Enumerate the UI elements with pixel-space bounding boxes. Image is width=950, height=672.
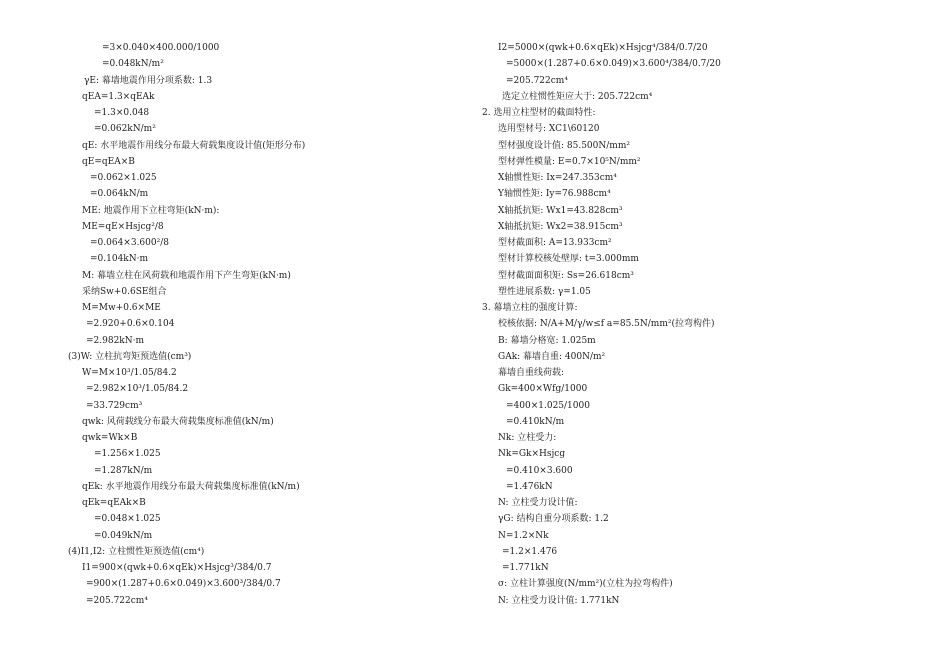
text-line: [64, 203, 464, 219]
line-text: Gk=400×Wfg/1000: [498, 384, 588, 395]
line-text: 2. 选用立柱型材的截面特性:: [482, 108, 596, 118]
text-line: [478, 495, 918, 511]
line-text: =0.410×3.600: [506, 465, 573, 476]
text-line: [478, 121, 918, 137]
line-text: (4)I1,I2: 立柱惯性矩预选值(cm⁴): [68, 546, 205, 557]
text-line: [64, 105, 464, 121]
line-text: =2.982×10³/1.05/84.2: [86, 384, 189, 395]
text-line: [64, 186, 464, 202]
text-line: [64, 495, 464, 511]
line-text: =0.064×3.600²/8: [90, 238, 169, 248]
text-line: [478, 544, 918, 560]
line-text: X轴抵抗矩: Wx1=43.828cm³: [498, 205, 623, 216]
line-text: =0.062×1.025: [90, 173, 157, 183]
line-text: =1.2×1.476: [502, 546, 558, 557]
line-text: qwk=Wk×B: [82, 433, 138, 443]
line-text: W=M×10³/1.05/84.2: [82, 368, 177, 378]
line-text: 型材弹性模量: E=0.7×10⁵N/mm²: [498, 156, 641, 167]
text-line: [478, 268, 918, 284]
text-line: [64, 560, 464, 576]
line-text: N: 立柱受力设计值:: [498, 498, 578, 508]
text-line: [64, 430, 464, 446]
line-text: =1.771kN: [502, 563, 549, 573]
line-text: =205.722cm⁴: [506, 75, 568, 86]
line-text: ME: 地震作用下立柱弯矩(kN·m):: [82, 205, 220, 216]
line-text: qE=qEA×B: [82, 156, 135, 167]
text-line: [64, 154, 464, 170]
line-text: =2.920+0.6×0.104: [86, 319, 175, 330]
text-line: [64, 251, 464, 267]
line-text: M=Mw+0.6×ME: [82, 303, 161, 313]
left-text-column: [64, 40, 464, 609]
text-line: [478, 398, 918, 414]
line-text: =900×(1.287+0.6×0.049)×3.600³/384/0.7: [86, 579, 281, 590]
text-line: [478, 203, 918, 219]
text-line: [64, 544, 464, 560]
text-line: [478, 235, 918, 251]
text-line: [478, 446, 918, 462]
line-text: GAk: 幕墙自重: 400N/m²: [498, 351, 606, 362]
text-line: [64, 398, 464, 414]
line-text: =3×0.040×400.000/1000: [102, 43, 220, 53]
text-line: [64, 593, 464, 609]
line-text: qE: 水平地震作用线分布最大荷载集度设计值(矩形分布): [82, 140, 306, 151]
text-line: [64, 235, 464, 251]
text-line: [64, 381, 464, 397]
text-line: [478, 365, 918, 381]
line-text: Nk=Gk×Hsjcg: [498, 449, 566, 460]
text-line: [478, 138, 918, 154]
line-text: qEA=1.3×qEAk: [82, 91, 155, 102]
line-text: =400×1.025/1000: [506, 400, 590, 411]
line-text: =1.3×0.048: [94, 108, 150, 118]
line-text: =0.104kN·m: [90, 254, 149, 265]
text-line: [64, 576, 464, 592]
line-text: qwk: 风荷载线分布最大荷载集度标准值(kN/m): [82, 416, 274, 427]
line-text: 型材截面面积矩: Ss=26.618cm³: [498, 270, 634, 281]
text-line: [478, 105, 918, 121]
line-text: 选用型材号: XC1\60120: [498, 124, 600, 135]
text-line: [64, 479, 464, 495]
text-line: [478, 333, 918, 349]
line-text: N=1.2×Nk: [498, 530, 549, 541]
text-line: [478, 73, 918, 89]
text-line: [478, 414, 918, 430]
line-text: M: 幕墙立柱在风荷载和地震作用下产生弯矩(kN·m): [82, 270, 291, 281]
text-line: [64, 316, 464, 332]
text-line: [478, 593, 918, 609]
line-text: 幕墙自重线荷载:: [498, 368, 565, 378]
right-text-column: [478, 40, 918, 609]
line-text: 型材截面积: A=13.933cm²: [498, 238, 612, 248]
line-text: =205.722cm⁴: [86, 595, 148, 606]
text-line: [478, 576, 918, 592]
text-line: [64, 511, 464, 527]
text-line: [478, 219, 918, 235]
line-text: X轴抵抗矩: Wx2=38.915cm³: [498, 221, 623, 232]
text-line: [478, 479, 918, 495]
text-line: [478, 186, 918, 202]
line-text: =1.287kN/m: [94, 465, 153, 476]
text-line: [478, 560, 918, 576]
text-line: [478, 316, 918, 332]
line-text: =2.982kN·m: [86, 335, 145, 346]
text-line: [64, 121, 464, 137]
text-line: [478, 89, 918, 105]
line-text: 型材强度设计值: 85.500N/mm²: [498, 140, 630, 151]
text-line: [64, 365, 464, 381]
line-text: γG: 结构自重分项系数: 1.2: [498, 514, 609, 525]
line-text: =1.256×1.025: [94, 449, 161, 460]
line-text: X轴惯性矩: Ix=247.353cm⁴: [498, 173, 617, 183]
text-line: [478, 349, 918, 365]
line-text: =0.049kN/m: [94, 530, 153, 541]
text-line: [64, 528, 464, 544]
line-text: =0.062kN/m²: [94, 124, 156, 135]
text-line: [64, 333, 464, 349]
line-text: 选定立柱惯性矩应大于: 205.722cm⁴: [502, 91, 653, 102]
text-line: [478, 463, 918, 479]
text-line: [478, 154, 918, 170]
text-line: [64, 219, 464, 235]
line-text: =0.048kN/m²: [102, 59, 164, 70]
text-line: [64, 40, 464, 56]
line-text: qEk=qEAk×B: [82, 498, 146, 508]
line-text: I1=900×(qwk+0.6×qEk)×Hsjcg³/384/0.7: [82, 563, 272, 573]
line-text: Y轴惯性矩: Iy=76.988cm⁴: [498, 189, 611, 200]
text-line: [64, 56, 464, 72]
text-line: [64, 89, 464, 105]
line-text: =1.476kN: [506, 481, 553, 492]
text-line: [64, 414, 464, 430]
text-line: [64, 284, 464, 300]
line-text: σ: 立柱计算强度(N/mm²)(立柱为拉弯构件): [498, 579, 673, 590]
line-text: 塑性进展系数: γ=1.05: [498, 286, 591, 297]
line-text: =5000×(1.287+0.6×0.049)×3.600⁴/384/0.7/20: [506, 59, 721, 70]
line-text: 校核依据: N/A+M/γ/w≤f a=85.5N/mm²(拉弯构件): [498, 319, 715, 330]
line-text: qEk: 水平地震作用线分布最大荷载集度标准值(kN/m): [82, 481, 300, 492]
text-line: [478, 430, 918, 446]
line-text: N: 立柱受力设计值: 1.771kN: [498, 595, 620, 606]
line-text: (3)W: 立柱抗弯矩预选值(cm³): [68, 351, 192, 362]
text-line: [64, 300, 464, 316]
line-text: γE: 幕墙地震作用分项系数: 1.3: [84, 75, 213, 86]
line-text: =33.729cm³: [86, 400, 143, 411]
text-line: [64, 138, 464, 154]
line-text: =0.410kN/m: [506, 416, 565, 427]
text-line: [478, 284, 918, 300]
text-line: [478, 381, 918, 397]
text-line: [478, 300, 918, 316]
text-line: [64, 446, 464, 462]
line-text: Nk: 立柱受力:: [498, 433, 557, 443]
text-line: [478, 170, 918, 186]
text-line: [64, 268, 464, 284]
line-text: B: 幕墙分格宽: 1.025m: [498, 335, 596, 346]
line-text: =0.064kN/m: [90, 189, 149, 200]
text-line: [64, 463, 464, 479]
line-text: ME=qE×Hsjcg²/8: [82, 221, 164, 232]
line-text: 采纳Sw+0.6SE组合: [82, 286, 167, 297]
text-line: [64, 349, 464, 365]
text-line: [478, 56, 918, 72]
line-text: 型材计算校核处壁厚: t=3.000mm: [498, 254, 639, 265]
line-text: I2=5000×(qwk+0.6×qEk)×Hsjcg⁴/384/0.7/20: [498, 43, 708, 53]
text-line: [478, 40, 918, 56]
line-text: =0.048×1.025: [94, 514, 161, 525]
text-line: [64, 170, 464, 186]
line-text: 3. 幕墙立柱的强度计算:: [482, 303, 578, 313]
text-line: [478, 251, 918, 267]
text-line: [478, 528, 918, 544]
text-line: [478, 511, 918, 527]
text-line: [64, 73, 464, 89]
